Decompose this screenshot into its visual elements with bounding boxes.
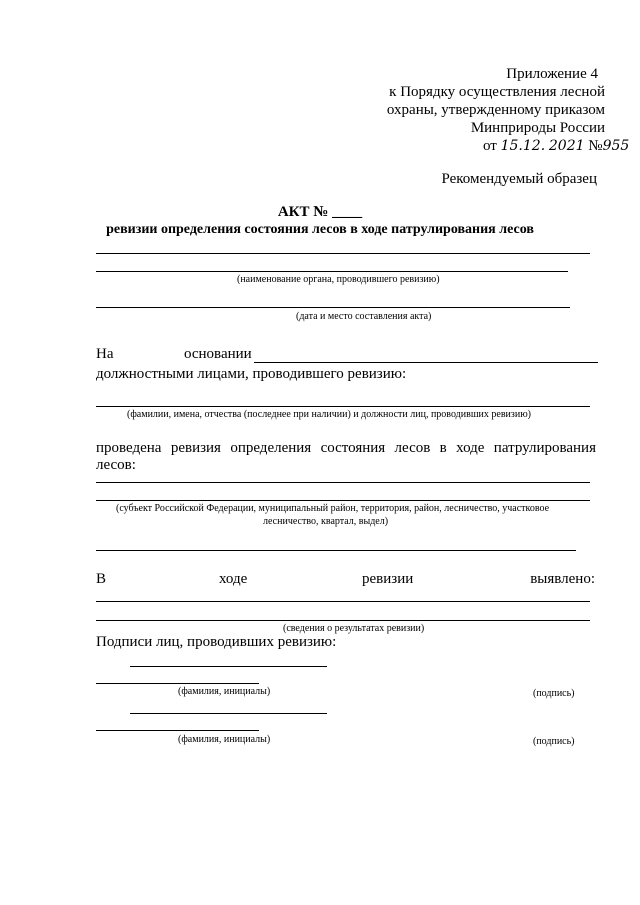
appendix-date bbox=[483, 137, 629, 155]
organ-caption: (наименование органа, проводившего ревизию) bbox=[237, 274, 440, 285]
signature-line-1a bbox=[130, 666, 327, 667]
signature-caption-1: (подпись) bbox=[533, 688, 575, 699]
text-khode: ходе bbox=[219, 571, 248, 587]
text-osnovanii: основании bbox=[184, 346, 252, 362]
surname-caption-1: (фамилия, инициалы) bbox=[178, 686, 271, 697]
officials-line-text: должностными лицами, проводившего ревизию: bbox=[96, 366, 407, 382]
officials-caption: (фамилии, имена, отчества (последнее при наличии) и должности лиц, проводивших ревизию) bbox=[127, 409, 531, 420]
signature-line-2a bbox=[130, 713, 327, 714]
signature-line-2b bbox=[96, 730, 259, 731]
conducted-text-line2: лесов: bbox=[96, 457, 136, 473]
subject-line-3 bbox=[96, 550, 576, 551]
act-title: АКТ № ____ bbox=[277, 204, 363, 220]
organ-line-2 bbox=[96, 271, 568, 272]
handwritten-date-day: 15.12. bbox=[500, 138, 546, 154]
recommended-sample-label: Рекомендуемый образец bbox=[441, 171, 597, 187]
subject-line-1 bbox=[96, 482, 590, 483]
officials-line bbox=[96, 406, 590, 407]
subject-caption-line2: лесничество, квартал, выдел) bbox=[263, 516, 389, 527]
results-line-2 bbox=[96, 620, 590, 621]
appendix-title: Приложение 4 bbox=[506, 66, 598, 82]
signature-line-1b bbox=[96, 683, 259, 684]
act-subtitle: ревизии определения состояния лесов в ходе патрулирования лесов bbox=[106, 222, 534, 237]
date-prefix: от bbox=[483, 138, 497, 154]
appendix-line-4: Минприроды России bbox=[470, 120, 605, 136]
text-revizii: ревизии bbox=[362, 571, 414, 587]
number-sign: № bbox=[588, 138, 603, 154]
text-v: В bbox=[96, 571, 107, 587]
basis-line bbox=[254, 362, 598, 363]
text-na: На bbox=[96, 346, 114, 362]
signature-caption-2: (подпись) bbox=[533, 736, 575, 747]
appendix-line-2: к Порядку осуществления лесной bbox=[389, 84, 605, 100]
organ-line-1 bbox=[96, 253, 590, 254]
surname-caption-2: (фамилия, инициалы) bbox=[178, 734, 271, 745]
date-place-line bbox=[96, 307, 570, 308]
conducted-text-line1: проведена ревизия определения состояния лесов в ходе патрулирования bbox=[96, 440, 596, 456]
handwritten-date-year: 2021 bbox=[548, 138, 585, 154]
signatures-title: Подписи лиц, проводивших ревизию: bbox=[96, 634, 337, 650]
date-place-caption: (дата и место составления акта) bbox=[296, 311, 432, 322]
subject-line-2 bbox=[96, 500, 590, 501]
text-vyyavleno: выявлено: bbox=[530, 571, 595, 587]
results-line-1 bbox=[96, 601, 590, 602]
appendix-line-3: охраны, утвержденному приказом bbox=[386, 102, 605, 118]
subject-caption-line1: (субъект Российской Федерации, муниципальный район, территория, район, лесничество, участковое bbox=[116, 503, 550, 514]
handwritten-number: 955 bbox=[602, 138, 630, 154]
results-caption: (сведения о результатах ревизии) bbox=[283, 623, 425, 634]
